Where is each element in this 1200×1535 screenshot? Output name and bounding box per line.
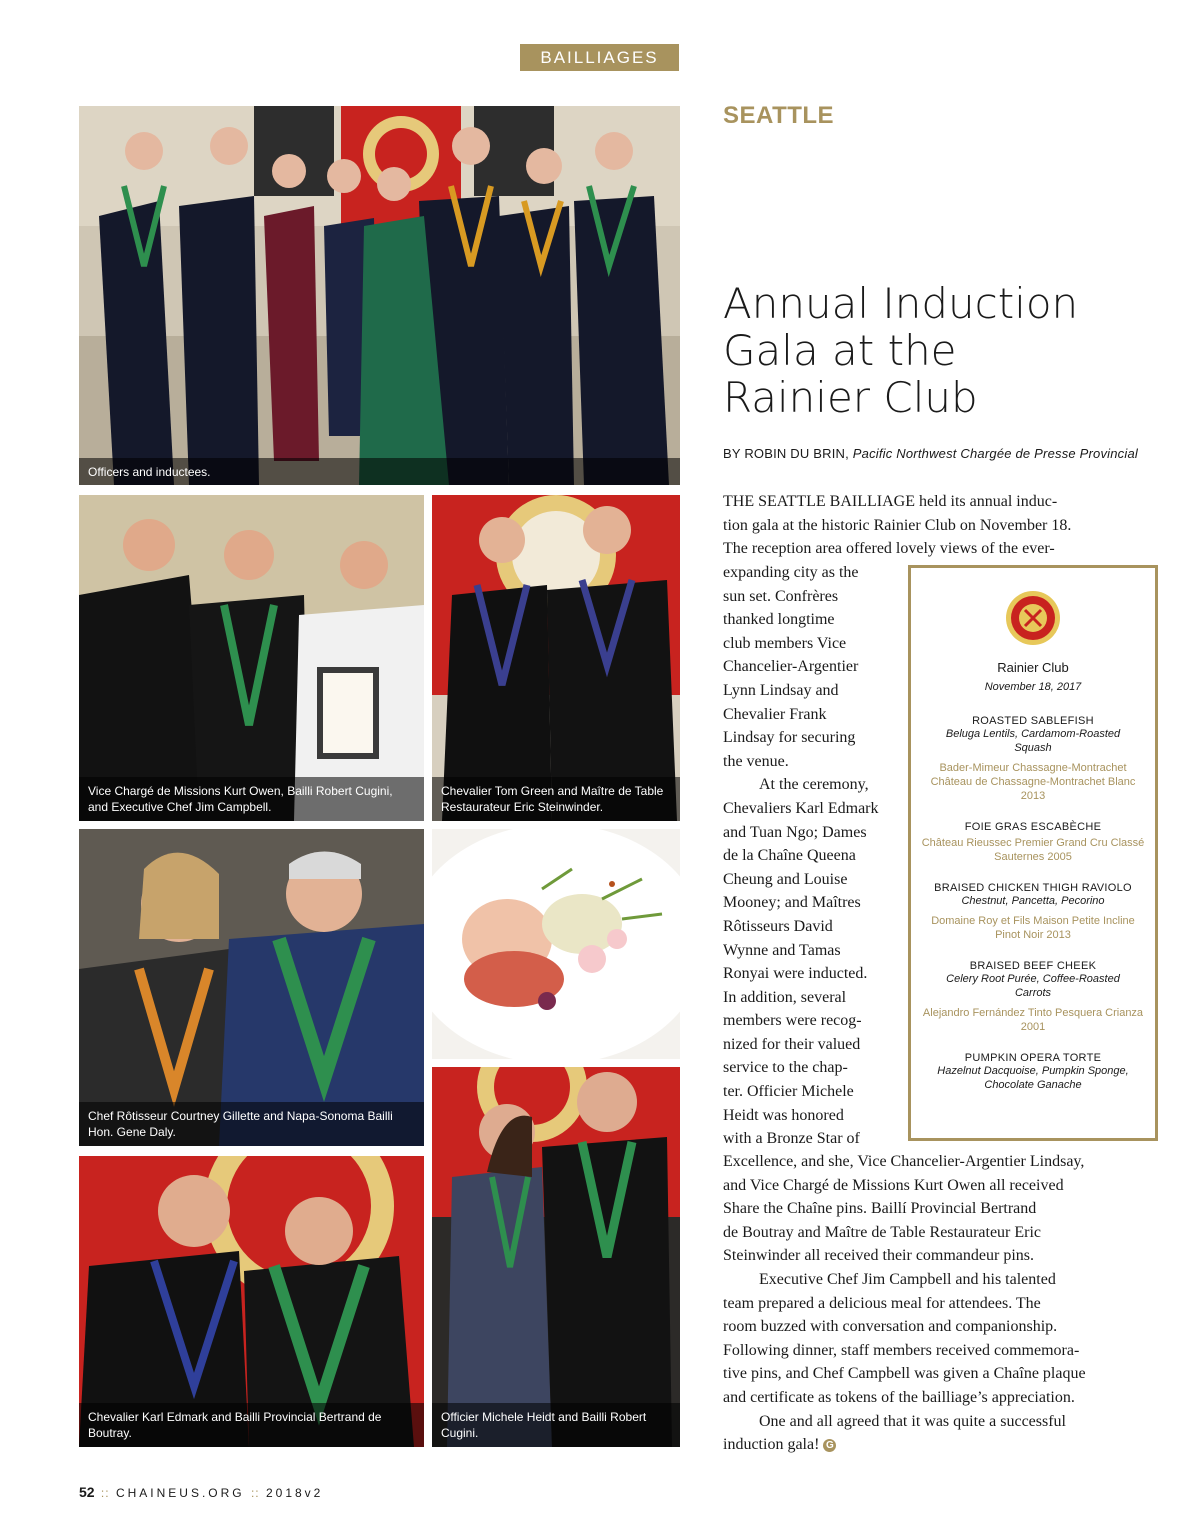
headline-line: Annual Induction [723,279,1079,328]
section-heading: SEATTLE [723,102,835,129]
photo-caption: Chef Rôtisseur Courtney Gillette and Napa-Sonoma Bailli Hon. Gene Daly. [79,1102,424,1146]
article-headline [723,280,1143,421]
body-line: Share the Chaîne pins. Baillí Provincial Bertrand [723,1200,1037,1218]
photo-green-steinwinder [432,495,680,821]
menu-dish: BRAISED CHICKEN THIGH RAVIOLO [934,882,1132,894]
body-line: Rôtisseurs David [723,917,833,935]
footer-separator: :: [100,1486,110,1500]
footer-separator: :: [250,1486,260,1500]
menu-date: November 18, 2017 [984,681,1082,693]
photo-officers-inductees [79,106,680,485]
article-body-bottom [723,1150,1163,1457]
page-footer [79,1484,323,1500]
body-line: Lynn Lindsay and [723,681,839,699]
body-line: tion gala at the historic Rainier Club on November 18. [723,516,1072,534]
menu-dish-description: Celery Root Purée, Coffee-Roasted Carrots [946,973,1120,999]
body-line: ter. Officier Michele [723,1083,854,1101]
body-line: Ronyai were inducted. [723,965,868,983]
menu-dish: FOIE GRAS ESCABÈCHE [964,821,1102,833]
body-line: Chevaliers Karl Edmark [723,799,879,817]
body-line: de Boutray and Maître de Table Restaurateur Eric [723,1223,1042,1241]
photo-owen-cugini-campbell [79,495,424,821]
menu-dish-description: Hazelnut Dacquoise, Pumpkin Sponge, Chocolate Ganache [937,1065,1129,1091]
body-line-text: induction gala! [723,1436,820,1454]
photo-image [79,829,424,1146]
byline-title: Pacific Northwest Chargée de Presse Provincial [852,446,1138,461]
menu-dish-description: Chestnut, Pancetta, Pecorino [961,895,1105,907]
headline-line: Rainier Club [723,373,978,422]
menu-wine: Château Rieussec Premier Grand Cru Classé Sauternes 2005 [921,837,1145,863]
body-line: de la Chaîne Queena [723,847,856,865]
body-line: room buzzed with conversation and companionship. [723,1318,1058,1336]
body-line: service to the chap- [723,1059,848,1077]
photo-caption: Officers and inductees. [79,458,680,485]
body-line: Lindsay for securing [723,729,856,747]
byline-author: BY ROBIN DU BRIN, [723,446,849,461]
body-line: Excellence, and she, Vice Chancelier-Argentier Lindsay, [723,1153,1085,1170]
article-body-narrow [723,561,903,1151]
section-tab: BAILLIAGES [520,44,679,71]
menu-course [911,821,1155,864]
body-line: Wynne and Tamas [723,941,841,959]
body-line: thanked longtime [723,611,835,629]
chaine-emblem-icon [1005,590,1061,646]
body-line: Executive Chef Jim Campbell and his talented [759,1270,1056,1288]
end-mark-icon: G [823,1439,836,1452]
body-line: team prepared a delicious meal for attendees. The [723,1294,1041,1312]
photo-image [432,495,680,821]
group-photo-image [79,106,680,485]
photo-edmark-boutray [79,1156,424,1447]
menu-course [911,1052,1155,1092]
body-line: tive pins, and Chef Campbell was given a Chaîne plaque [723,1365,1086,1383]
menu-dish: PUMPKIN OPERA TORTE [964,1052,1102,1064]
menu-dish-description: Beluga Lentils, Cardamom-Roasted Squash [945,728,1121,754]
article-body-top [723,490,1163,561]
menu-wine: Bader-Mimeur Chassagne-Montrachet Château de Chassagne-Montrachet Blanc 2013 [930,762,1136,802]
page-number: 52 [79,1484,95,1500]
body-line: and certificate as tokens of the bailliage’s appreciation. [723,1388,1075,1406]
menu-course [911,960,1155,1034]
body-line: Heidt was honored [723,1106,844,1124]
body-line: and Vice Chargé de Missions Kurt Owen all received [723,1176,1064,1194]
photo-caption: Chevalier Tom Green and Maître de Table Restaurateur Eric Steinwinder. [432,777,680,821]
body-line: Following dinner, staff members received commemora- [723,1341,1080,1359]
menu-dish: BRAISED BEEF CHEEK [969,960,1097,972]
menu-wine: Alejandro Fernández Tinto Pesquera Crianza 2001 [922,1007,1144,1033]
menu-venue: Rainier Club [997,660,1069,675]
footer-issue: 2018v2 [265,1486,324,1500]
body-line: Chevalier Frank [723,705,827,723]
photo-heidt-cugini [432,1067,680,1447]
menu-course [911,715,1155,803]
photo-food-plate [432,829,680,1059]
photo-image [79,495,424,821]
body-line: nized for their valued [723,1035,861,1053]
body-line: At the ceremony, [759,776,869,794]
body-line-last [723,1433,1163,1457]
menu-dish: ROASTED SABLEFISH [972,715,1094,727]
menu-box [908,565,1158,1141]
body-line: the venue. [723,752,789,770]
body-line: members were recog- [723,1012,862,1030]
body-line: One and all agreed that it was quite a successful [759,1412,1066,1430]
photo-image [432,1067,680,1447]
body-line: club members Vice [723,634,847,652]
footer-site: CHAINEUS.ORG [115,1486,245,1500]
body-line: with a Bronze Star of [723,1130,860,1148]
body-line: expanding city as the [723,564,859,581]
photo-caption: Chevalier Karl Edmark and Bailli Provincial Bertrand de Boutray. [79,1403,424,1447]
photo-gillette-daly [79,829,424,1146]
body-line: and Tuan Ngo; Dames [723,823,867,841]
body-line: THE SEATTLE BAILLIAGE held its annual induc- [723,493,1058,510]
photo-caption: Vice Chargé de Missions Kurt Owen, Bailli Robert Cugini, and Executive Chef Jim Campbell. [79,777,424,821]
body-line: Chancelier-Argentier [723,658,859,676]
body-line: Cheung and Louise [723,870,848,888]
photo-caption: Officier Michele Heidt and Bailli Robert Cugini. [432,1403,680,1447]
menu-course [911,882,1155,942]
body-line: Mooney; and Maîtres [723,894,861,912]
body-line: The reception area offered lovely views of the ever- [723,540,1055,558]
body-line: Steinwinder all received their commandeur pins. [723,1247,1035,1265]
photo-image [432,829,680,1059]
headline-line: Gala at the [723,326,957,375]
body-line: sun set. Confrères [723,587,839,605]
menu-wine: Domaine Roy et Fils Maison Petite Incline Pinot Noir 2013 [931,915,1135,941]
byline [723,446,1138,461]
body-line: In addition, several [723,988,847,1006]
